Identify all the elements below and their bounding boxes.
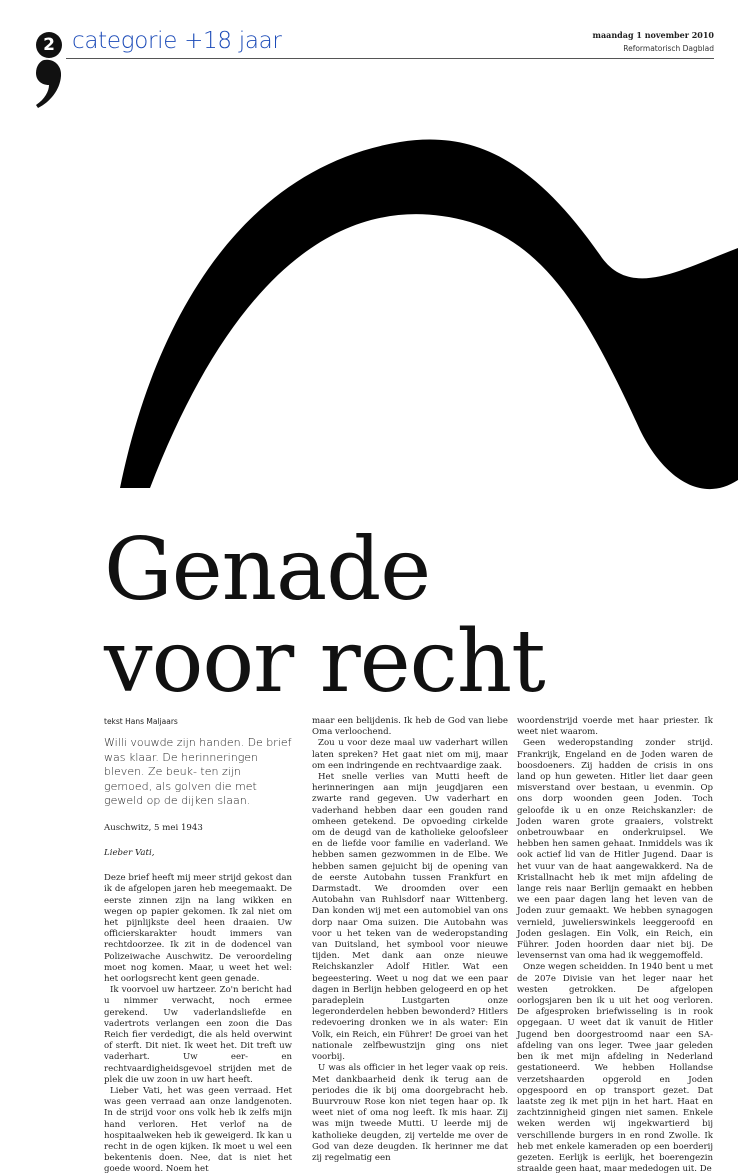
paragraph: Ik voorvoel uw hartzeer. Zo'n bericht had u nimmer verwacht, noch ermee gerekend. Uw vaderlandsliefde en vadertrots verlangen een zoon die Das Reich fier verdedigt, die als held overwint of sterft. Dit niet. Ik weet het. Dit treft uw vaderhart. Uw eer- en rechtvaardigheidsgevoel strijden met de plek die uw zoon in uw hart heeft. [104,985,292,1085]
byline: tekst Hans Maljaars [104,717,178,726]
issue-date: maandag 1 november 2010 [592,30,714,40]
paragraph: U was als officier in het leger vaak op reis. Met dankbaarheid denk ik terug aan de periodes die ik bij oma doorgebracht heb. Buurvrouw Rose kon niet tegen haar op. Ik weet niet of oma nog leeft. Ik mis haar. Zij was mijn tweede Mutti. U leerde mij de katholieke deugden, zij vertelde me over de God van deze deugden. Ik herinner me dat zij regelmatig een [312,1063,508,1163]
page-number: 2 [36,32,62,58]
article-column-3 [517,716,713,1175]
paragraph: Geen wederopstanding zonder strijd. Frankrijk, Engeland en de Joden waren de boosdoeners. Zij hadden de crisis in ons land op hun geweten. Hitler liet daar geen misverstand over bestaan, u evenmin. Op ons dorp woonden geen Joden. Toch geloofde ik u en onze Reichskanzler: de Joden waren grote graaiers, volstrekt onbetrouwbaar en onderkruipsel. We hebben hen samen gehaat. Inmiddels was ik ook actief lid van de Hitler Jugend. Daar is het vuur van de haat aangewakkerd. Na de Kristallnacht heb ik met mijn afdeling de lange reis naar Berlijn gemaakt en hebben we een paar dagen lang het leven van de Joden zuur gemaakt. We hebben synagogen vernield, juwelierswinkels leeggeroofd en Joden geslagen. Ein Volk, ein Reich, ein Führer. Joden hoorden daar niet bij. De levensernst van oma had ik weggemoffeld. [517,738,713,962]
headline-line-1: Genade [104,520,431,620]
section-category: categorie +18 jaar [72,28,282,54]
paragraph: Het snelle verlies van Mutti heeft de herinneringen aan mijn jeugdjaren een zwarte rand gegeven. Uw vaderhart en vaderhand hebben daar een gouden rand omheen getekend. De opvoeding cirkelde om de deugd van de katholieke geloofsleer en de liefde voor familie en vaderland. We hebben samen gezwommen in de Elbe. We hebben samen gejuicht bij de opening van de eerste Autobahn tussen Frankfurt en Darmstadt. We droomden over een Autobahn van Ruhlsdorf naar Wittenberg. Dan konden wij met een automobiel van ons dorp naar Oma suizen. Die Autobahn was voor u het teken van de wederopstanding van Duitsland, het symbool voor nieuwe tijden. Met dank aan onze nieuwe Reichskanzler Adolf Hitler. Wat een begeestering. Weet u nog dat we een paar dagen in Berlijn hebben gelogeerd en op het paradeplein Lustgarten onze legeronderdelen hebben bewonderd? Hitlers redevoering dronken we in als water: Ein Volk, ein Reich, ein Führer! De groei van het nationale zelfbewustzijn ging ons niet voorbij. [312,772,508,1063]
newspaper-name: Reformatorisch Dagblad [623,44,714,53]
headline [104,520,545,712]
paragraph: Lieber Vati, het was geen verraad. Het was geen verraad aan onze landgenoten. In de strijd voor ons volk heb ik zelfs mijn hand verloren. Het verlof na de hospitaalweken heb ik geweigerd. Ik kan u recht in de ogen kijken. Ik moet u wel een bekentenis doen. Nee, dat is niet het goede woord. Noem het [104,1085,292,1175]
paragraph: maar een belijdenis. Ik heb de God van liebe Oma verloochend. [312,716,508,738]
article-column-2 [312,716,508,1164]
paragraph: Onze wegen scheidden. In 1940 bent u met de 207e Divisie van het leger naar het westen getrokken. De afgelopen oorlogsjaren ben ik u uit het oog verloren. De afgesproken briefwisseling is in rook opgegaan. U weet dat ik vanuit de Hitler Jugend ben doorgestroomd naar een SA-afdeling van ons leger. Twee jaar geleden ben ik met mijn afdeling in Nederland gestationeerd. We hebben Hollandse verzetshaarden opgerold en Joden opgespoord en op transport gezet. Dat laatste zeg ik met pijn in het hart. Haat en zachtzinnigheid gingen niet samen. Enkele weken werden wij ingekwartierd bij verschillende burgers in en rond Zwolle. Ik heb met enkele kameraden op een boerderij gezeten. Eerlijk is eerlijk, het boerengezin straalde geen haat, maar mededogen uit. De [517,962,713,1175]
headline-line-2: voor recht [104,612,545,712]
paragraph: Zou u voor deze maal uw vaderhart willen laten spreken? Het gaat niet om mij, maar om een indringende en rechtvaardige zaak. [312,738,508,771]
article-intro: Willi vouwde zijn handen. De brief was klaar. De herinneringen bleven. Ze beuk- ten zijn gemoed, als golven die met geweld op de dijken slaan. [104,736,292,808]
article-column-1 [104,716,292,1176]
letter-salutation: Lieber Vati, [104,847,155,858]
large-question-curve-illustration [0,0,738,500]
paragraph: woordenstrijd voerde met haar priester. Ik weet niet waarom. [517,716,713,738]
letter-place-date: Auschwitz, 5 mei 1943 [104,822,203,833]
paragraph: Deze brief heeft mij meer strijd gekost dan ik de afgelopen jaren heb meegemaakt. De eerste zinnen zijn na lang wikken en wegen op papier gekomen. Ik zal niet om het pijnlijkste deel heen draaien. Uw officierskarakter houdt immers van rechtdoorzee. Ik zit in de dodencel van Polizeiwache Auschwitz. De veroordeling moet nog komen. Maar, u weet het wel: het oorlogsrecht kent geen genade. [104,873,292,984]
